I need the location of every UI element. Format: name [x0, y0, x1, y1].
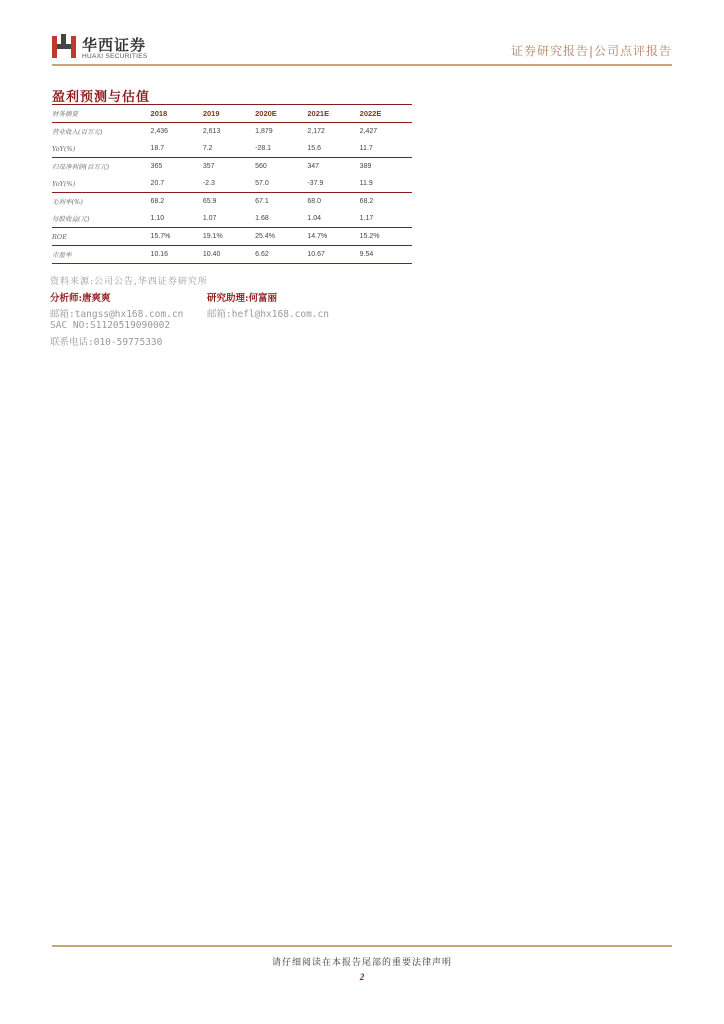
sac-number: SAC NO:S1120519090002 [50, 320, 171, 331]
section-title: 盈利预测与估值 [52, 90, 151, 105]
table-row [52, 210, 412, 228]
logo-name-en: HUAXI SECURITIES [82, 53, 148, 60]
table-cell: 2,427 [359, 128, 378, 135]
logo-name-cn: 华西证券 [82, 36, 147, 54]
financial-summary-table [52, 104, 412, 264]
table-row [52, 158, 412, 176]
table-cell: 18.7 [150, 145, 165, 152]
table-cell: -28.1 [255, 145, 272, 152]
table-cell: 1.10 [150, 215, 165, 222]
table-cell: 15.2% [360, 228, 412, 246]
table-cell: 357 [203, 158, 255, 176]
table-cell: -2.3 [202, 180, 215, 187]
table-cell: 15.7% [151, 228, 203, 246]
table-row [52, 246, 412, 264]
year-header: 2021E [307, 105, 359, 123]
table-cell: 7.2 [202, 145, 213, 152]
row-label: 毛利率(%) [52, 193, 151, 211]
table-cell: 2,613 [202, 128, 221, 135]
table-cell: 10.67 [307, 246, 359, 264]
table-cell: 25.4% [255, 228, 307, 246]
table-cell: 1.07 [202, 215, 217, 222]
analyst-email: 邮箱:tangss@hx168.com.cn [50, 309, 184, 320]
table-cell: 1,879 [255, 128, 273, 135]
table-cell: 11.9 [359, 180, 373, 187]
assistant-email: 邮箱:hefl@hx168.com.cn [207, 309, 329, 320]
report-type-label: 证券研究报告|公司点评报告 [510, 44, 672, 58]
row-label: YoY(%) [52, 144, 76, 153]
legal-disclaimer-note: 请仔细阅读在本报告尾部的重要法律声明 [271, 958, 452, 968]
table-cell: 560 [255, 158, 307, 176]
row-label: 营业收入(百万元) [52, 128, 103, 136]
table-cell: 1.04 [307, 215, 322, 222]
table-header-label: 财务摘要 [52, 105, 151, 123]
table-cell: 10.40 [203, 246, 255, 264]
table-cell: 9.54 [360, 246, 412, 264]
table-cell: 6.62 [255, 246, 307, 264]
table-cell: 67.1 [255, 193, 307, 211]
table-row [52, 228, 412, 246]
table-header-row [52, 105, 412, 123]
table-cell: 57.0 [255, 180, 269, 187]
analyst-name: 分析师:唐爽爽 [50, 293, 111, 304]
table-cell: 68.2 [360, 193, 412, 211]
table-cell: 68.0 [307, 193, 359, 211]
huaxi-logo-icon [52, 34, 76, 60]
table-cell: 15.6 [307, 145, 322, 152]
year-header: 2020E [255, 105, 307, 123]
row-label: ROE [52, 228, 151, 246]
table-cell: 68.2 [151, 193, 203, 211]
row-label: 市盈率 [52, 246, 151, 264]
table-cell: 1.17 [359, 215, 374, 222]
data-source-note: 资料来源:公司公告,华西证券研究所 [50, 277, 208, 287]
table-row [52, 140, 412, 158]
table-cell: 65.9 [203, 193, 255, 211]
page-header [0, 0, 724, 66]
table-cell: 389 [360, 158, 412, 176]
year-header: 2022E [360, 105, 412, 123]
table-cell: 365 [151, 158, 203, 176]
contact-phone: 联系电话:010-59775330 [50, 337, 163, 348]
table-cell: 19.1% [203, 228, 255, 246]
table-cell: 10.16 [151, 246, 203, 264]
table-cell: 2,172 [307, 128, 325, 135]
header-divider [52, 64, 672, 66]
table-cell: 2,436 [150, 128, 169, 135]
table-cell: 347 [307, 158, 359, 176]
year-header: 2018 [151, 105, 203, 123]
table-cell: -37.9 [307, 180, 324, 187]
row-label: YoY(%) [52, 179, 76, 188]
table-cell: 14.7% [307, 228, 359, 246]
table-cell: 1.68 [255, 215, 269, 222]
page-number: 2 [359, 972, 365, 982]
footer-divider [52, 945, 672, 947]
table-cell: 20.7 [150, 180, 165, 187]
research-assistant-name: 研究助理:何富丽 [207, 293, 278, 304]
table-row [52, 175, 412, 193]
row-label: 归母净利润(百万元) [52, 158, 151, 176]
table-cell: 11.7 [359, 145, 373, 152]
row-label: 每股收益(元) [52, 215, 90, 223]
year-header: 2019 [203, 105, 255, 123]
table-row [52, 123, 412, 141]
table-row [52, 193, 412, 211]
